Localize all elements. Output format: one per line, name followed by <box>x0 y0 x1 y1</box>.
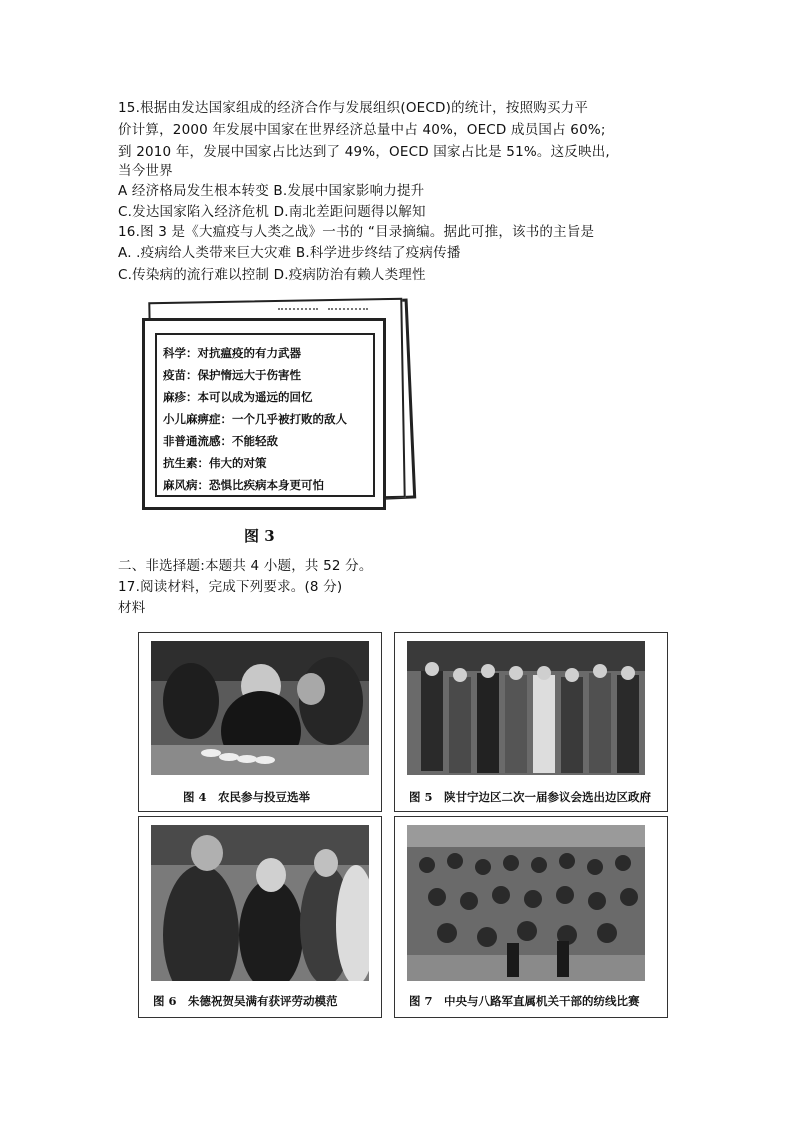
q17-stem: 17.阅读材料，完成下列要求。(8 分) <box>118 579 343 595</box>
q15-stem-line2: 价计算，2000 年发展中国家在世界经济总量中占 40%，OECD 成员国占 60%; <box>118 122 606 138</box>
figure-3-contents-box <box>155 333 375 497</box>
contents-item-polio: 小儿麻痹症：一个几乎被打败的敌人 <box>163 412 347 426</box>
contents-item-measles: 麻疹：本可以成为遥远的回忆 <box>163 390 313 404</box>
figure-7-frame <box>394 816 668 1018</box>
figure-5-caption: 图 5 陕甘宁边区二次一届参议会选出边区政府 <box>409 790 652 804</box>
figure-5-photo <box>407 641 645 775</box>
figure-4-caption: 图 4 农民参与投豆选举 <box>183 790 311 804</box>
photo-grid <box>138 632 668 1018</box>
figure-5-photo-image <box>407 641 645 775</box>
figure-6-photo-image <box>151 825 369 981</box>
contents-item-antibiotics: 抗生素：伟大的对策 <box>163 456 267 470</box>
figure-7-photo-image <box>407 825 645 981</box>
figure-3-book-contents <box>138 288 423 518</box>
q16-options-ab: A. .疫病给人类带来巨大灾难 B.科学进步终结了疫病传播 <box>118 245 461 261</box>
figure-4-photo-image <box>151 641 369 775</box>
figure-5-frame <box>394 632 668 812</box>
figure-7-photo <box>407 825 645 981</box>
q15-stem-line3: 到 2010 年，发展中国家占比达到了 49%，OECD 国家占比是 51%。这反映出, <box>118 144 610 160</box>
figure-4-frame <box>138 632 382 812</box>
material-label: 材料 <box>118 600 146 616</box>
q15-stem-line1: 15.根据由发达国家组成的经济合作与发展组织(OECD)的统计，按照购买力平 <box>118 100 589 116</box>
figure-4-photo <box>151 641 369 775</box>
figure-3-front-page <box>142 318 386 510</box>
figure-6-frame <box>138 816 382 1018</box>
q15-stem-line4: 当今世界 <box>118 163 173 179</box>
q15-options-cd: C.发达国家陷入经济危机 D.南北差距问题得以解知 <box>118 204 426 220</box>
figure-6-caption: 图 6 朱德祝贺吴满有获评劳动模范 <box>153 994 338 1008</box>
figure-7-caption: 图 7 中央与八路军直属机关干部的纺线比赛 <box>409 994 640 1008</box>
q16-options-cd: C.传染病的流行难以控制 D.疫病防治有赖人类理性 <box>118 267 426 283</box>
figure-3-caption: 图 3 <box>244 527 275 545</box>
section-2-heading: 二、非选择题:本题共 4 小题，共 52 分。 <box>118 558 373 574</box>
contents-item-leprosy: 麻风病：恐惧比疾病本身更可怕 <box>163 478 324 492</box>
q16-stem: 16.图 3 是《大瘟疫与人类之战》一书的 “目录摘编。据此可推，该书的主旨是 <box>118 224 595 240</box>
figure-6-photo <box>151 825 369 981</box>
contents-item-influenza: 非普通流感：不能轻敌 <box>163 434 278 448</box>
q15-options-ab: A 经济格局发生根本转变 B.发展中国家影响力提升 <box>118 183 425 199</box>
contents-item-science: 科学：对抗瘟疫的有力武器 <box>163 346 301 360</box>
contents-item-vaccine: 疫苗：保护惰远大于伤害性 <box>163 368 301 382</box>
